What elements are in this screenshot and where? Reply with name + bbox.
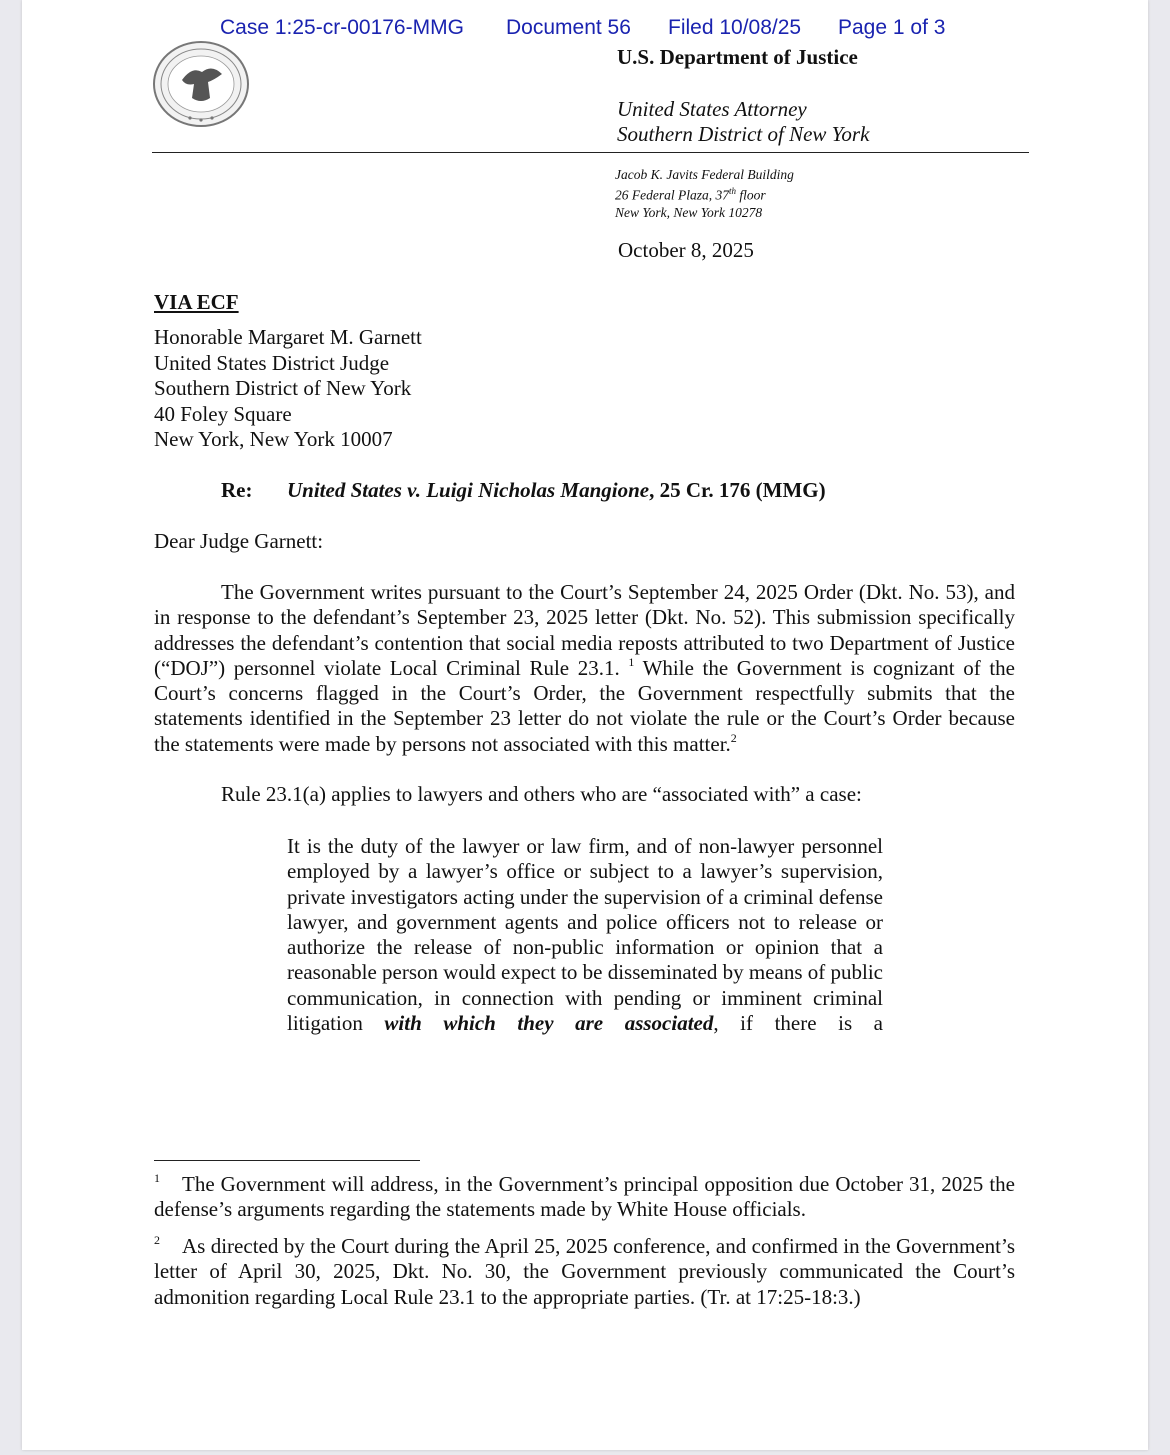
recipient-line: United States District Judge [154,350,390,375]
body-paragraph-2: Rule 23.1(a) applies to lawyers and others who are “associated with” a case: [221,782,862,806]
footnote-1: $^1$ The Government will address, in the Government’s principal opposition due October 31, 2025 the defense’s arguments regarding the statements made by White House officials. [154,1171,1015,1222]
doj-seal-icon [152,40,250,128]
recipient-line: 40 Foley Square [154,401,292,426]
ecf-case-number: Case 1:25-cr-00176-MMG [220,16,464,39]
case-name: United States v. Luigi Nicholas Mangione [287,478,650,502]
quote-emphasis: with which they are associated [384,1011,714,1036]
address-line-3: New York, New York 10278 [615,204,763,220]
recipient-line: Honorable Margaret M. Garnett [154,325,422,349]
footnote-number: 2 [154,1233,160,1247]
office-address [615,166,794,221]
salutation: Dear Judge Garnett: [154,529,324,553]
office-name [617,97,869,147]
ecf-document-number: Document 56 [506,16,631,39]
office-line-1: United States Attorney [617,97,807,121]
case-number: , 25 Cr. 176 (MMG) [649,478,826,502]
recipient-line: Southern District of New York [154,376,412,400]
footnote-divider [154,1160,420,1161]
office-line-2: Southern District of New York [617,122,870,146]
footnote-ref-1[interactable]: 1 [628,654,635,669]
re-line [221,478,826,503]
case-caption [287,478,826,503]
address-line-1: Jacob K. Javits Federal Building [615,167,794,182]
delivery-method: VIA ECF [154,290,239,314]
letterhead-divider [152,152,1029,153]
footnote-number: 1 [154,1171,160,1185]
block-quote: It is the duty of the lawyer or law firm, and of non-lawyer personnel employed by a lawyer’s office or subject to a lawyer’s supervision, private investigators acting under the supervision of a criminal defense lawyer, and government agents and police officers not to release or authorize the release of non-public information or opinion that a reasonable person would expect to be disseminated by means of public communication, in connection with pending or imminent criminal litigation with which they are associated, if there is a [287,834,884,1036]
letter-date: October 8, 2025 [618,238,754,262]
address-line-2: 26 Federal Plaza, 37th floor [615,186,766,203]
footnote-ref-2[interactable]: 2 [730,730,737,745]
department-name: U.S. Department of Justice [617,45,858,69]
recipient-line: New York, New York 10007 [154,427,393,451]
recipient-address [154,325,422,453]
ecf-filed-date: Filed 10/08/25 [668,16,802,39]
ecf-page-number: Page 1 of 3 [838,16,946,39]
body-paragraph-1: The Government writes pursuant to the Court’s September 24, 2025 Order (Dkt. No. 53), and in response to the defendant’s September 23, 2025 letter (Dkt. No. 52). This submission specifically addresses the defendant’s contention that social media reposts attributed to two Department of Justice (“DOJ”) personnel violate Local Criminal Rule 23.1. $^1$ While the Government is cognizant of the Court’s concerns flagged in the Court’s Order, the Government respectfully submits that the statements identified in the September 23 letter do not violate the rule or the Court’s Order because the statements were made by persons not associated with this matter.$^2$ [154,580,1016,756]
re-label: Re: [221,478,253,502]
footnote-2: $^2$ As directed by the Court during the April 25, 2025 conference, and confirmed in the Government’s letter of April 30, 2025, Dkt. No. 30, the Government previously communicated the Court’s admonition regarding Local Rule 23.1 to the appropriate parties. (Tr. at 17:25-18:3.) [154,1233,1015,1309]
